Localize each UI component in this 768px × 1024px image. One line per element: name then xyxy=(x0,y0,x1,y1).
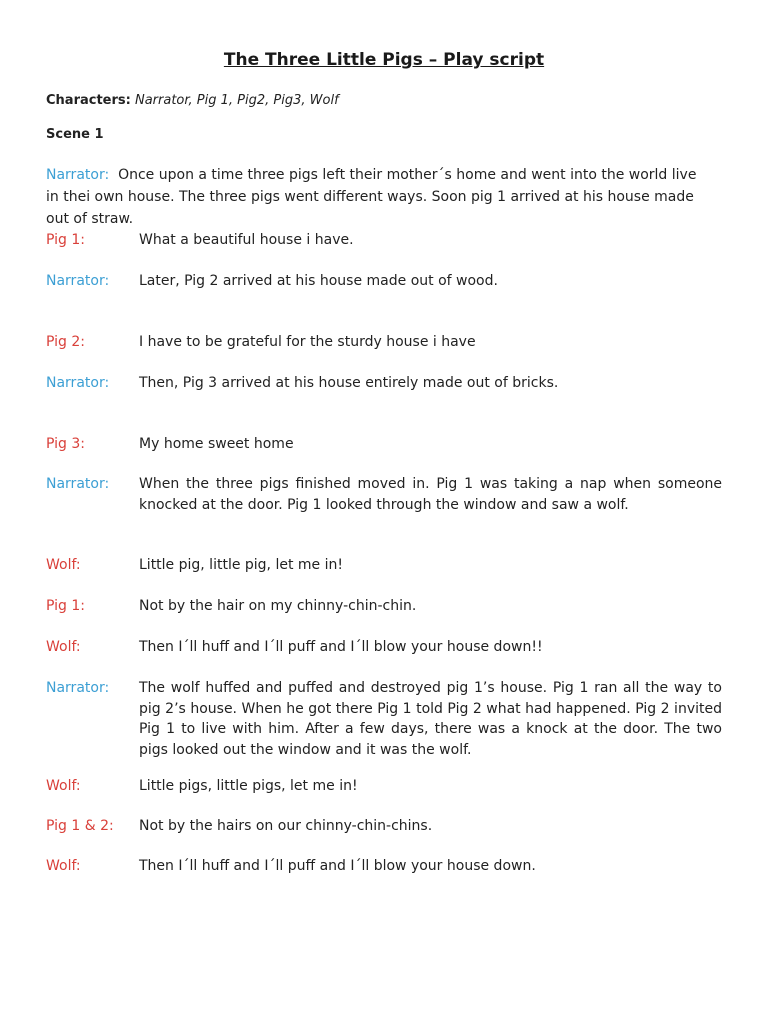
scene-heading: Scene 1 xyxy=(46,127,104,142)
speaker-label: Pig 1: xyxy=(46,232,85,248)
dialogue-line xyxy=(46,555,722,576)
dialogue-line xyxy=(46,271,722,292)
speaker-label: Narrator: xyxy=(46,680,110,696)
characters-list: Narrator, Pig 1, Pig2, Pig3, Wolf xyxy=(134,93,339,108)
dialogue-text: Then, Pig 3 arrived at his house entirely made out of bricks. xyxy=(139,375,559,391)
dialogue-text: The wolf huffed and puffed and destroyed pig 1’s house. Pig 1 ran all the way to pig 2’s house. When he got there Pig 1 told Pig 2 what had happened. Pig 2 invited Pig 1 to live with him. After a few days, there was a knock at the door. The two pigs looked out the window and it was the wolf. xyxy=(139,680,722,758)
speaker-label: Pig 1: xyxy=(46,598,85,614)
dialogue-line xyxy=(46,332,722,353)
dialogue-line xyxy=(46,434,722,455)
dialogue-line xyxy=(46,776,722,797)
dialogue-text: Once upon a time three pigs left their mother´s home and went into the world live in thei own house. The three pigs went different ways. Soon pig 1 arrived at his house made out of straw. xyxy=(46,167,697,227)
dialogue-text: Not by the hair on my chinny-chin-chin. xyxy=(139,598,417,614)
speaker-label: Wolf: xyxy=(46,557,81,573)
dialogue-line xyxy=(46,856,722,877)
speaker-label: Pig 1 & 2: xyxy=(46,818,114,834)
speaker-label: Pig 3: xyxy=(46,436,85,452)
dialogue-text: Then I´ll huff and I´ll puff and I´ll blow your house down. xyxy=(139,858,536,874)
dialogue-line xyxy=(46,230,722,251)
speaker-label: Wolf: xyxy=(46,858,81,874)
dialogue-line xyxy=(46,373,722,394)
dialogue-text: Little pigs, little pigs, let me in! xyxy=(139,778,358,794)
characters-line xyxy=(46,93,339,108)
page-title: The Three Little Pigs – Play script xyxy=(223,50,545,70)
speaker-label: Pig 2: xyxy=(46,334,85,350)
dialogue-text: Later, Pig 2 arrived at his house made out of wood. xyxy=(139,273,498,289)
speaker-label: Wolf: xyxy=(46,778,81,794)
dialogue-line xyxy=(46,637,722,658)
speaker-label: Narrator: xyxy=(46,476,110,492)
intro-line xyxy=(46,164,706,230)
dialogue-line xyxy=(46,678,722,760)
speaker-label: Narrator: xyxy=(46,273,110,289)
speaker-label: Wolf: xyxy=(46,639,81,655)
characters-label: Characters: xyxy=(46,93,131,108)
dialogue-line xyxy=(46,474,722,515)
dialogue-text: What a beautiful house i have. xyxy=(139,232,354,248)
dialogue-line xyxy=(46,596,722,617)
dialogue-text: Little pig, little pig, let me in! xyxy=(139,557,343,573)
dialogue-text: I have to be grateful for the sturdy house i have xyxy=(139,334,476,350)
dialogue-text: Then I´ll huff and I´ll puff and I´ll blow your house down!! xyxy=(139,639,543,655)
speaker-label: Narrator: xyxy=(46,167,110,183)
dialogue-line xyxy=(46,816,722,837)
dialogue-text: When the three pigs finished moved in. Pig 1 was taking a nap when someone knocked at the door. Pig 1 looked through the window and saw a wolf. xyxy=(139,476,722,513)
dialogue-text: Not by the hairs on our chinny-chin-chins. xyxy=(139,818,433,834)
dialogue-text: My home sweet home xyxy=(139,436,294,452)
speaker-label: Narrator: xyxy=(46,375,110,391)
